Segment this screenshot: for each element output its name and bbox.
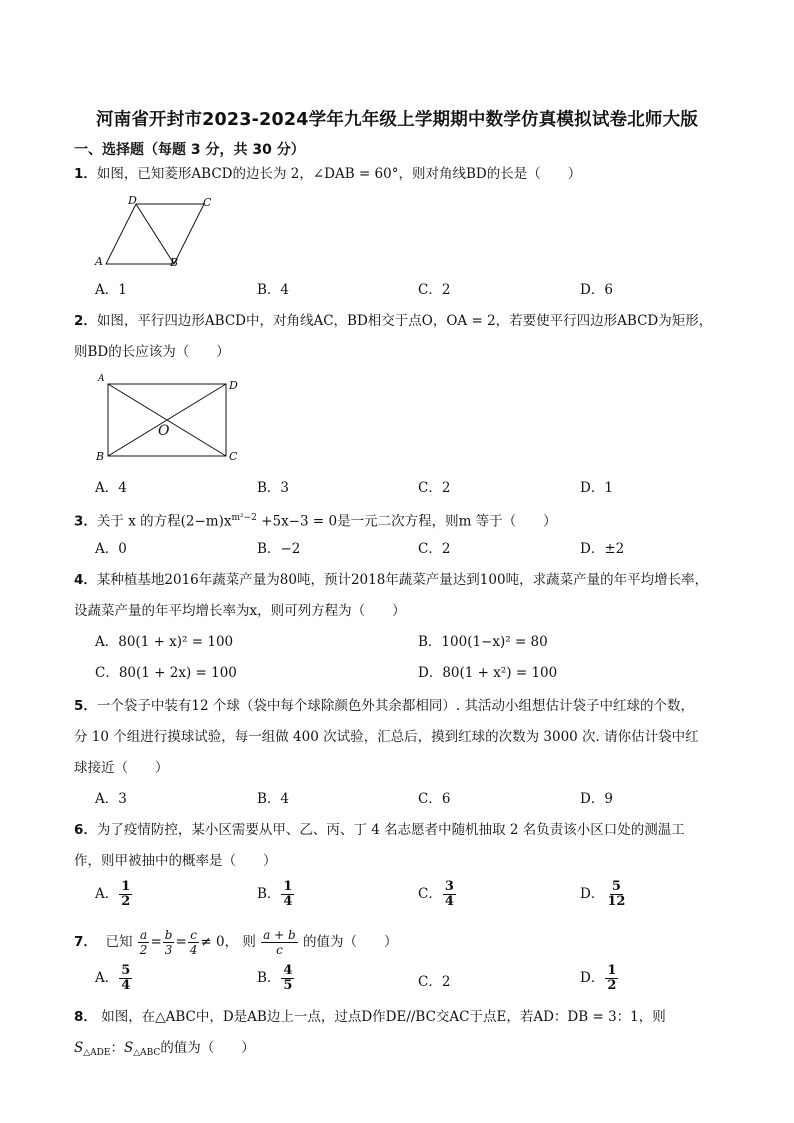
option-d[interactable]: D．1: [580, 480, 613, 496]
option-c[interactable]: C．80(1 + 2x) = 100: [95, 665, 237, 681]
denominator: c: [276, 943, 283, 957]
denominator: 2: [139, 943, 148, 957]
fraction: [605, 964, 618, 993]
question-text-post: +5x−3 = 0是一元二次方程，则m 等于（ ）: [256, 513, 557, 530]
question-text-post: 的值为（ ）: [303, 934, 398, 950]
denominator: 12: [607, 894, 626, 909]
numerator: b: [164, 928, 173, 942]
option-d[interactable]: D．9: [580, 791, 613, 807]
numerator: 4: [283, 963, 293, 978]
denominator: 5: [283, 978, 293, 993]
question-number: 4．: [74, 572, 97, 588]
question-6-cont: 作，则甲被抽中的概率是（ ）: [74, 853, 277, 869]
equals-sign: =: [175, 934, 187, 950]
question-text-pre: 已知: [105, 934, 133, 950]
question-text-pre: 关于 x 的方程(2−m)x: [96, 513, 232, 530]
option-label: A．: [95, 970, 119, 986]
question-4-cont: 设蔬菜产量的年平均增长率为x，则可列方程为（ ）: [74, 603, 406, 619]
option-label: A．: [95, 886, 119, 902]
question-text: 如图，在△ABC中，D是AB边上一点，过点D作DE//BC交AC于点E，若AD：DB = 3：1，则: [101, 1009, 666, 1025]
area-subscript: △ABC: [133, 1048, 161, 1058]
question-number: 2．: [74, 313, 97, 329]
rhombus-figure: [90, 192, 222, 272]
area-symbol: S: [74, 1040, 84, 1056]
option-c[interactable]: [418, 880, 457, 909]
option-a[interactable]: [95, 880, 133, 909]
vertex-label-c: C: [229, 450, 238, 463]
vertex-label-d: D: [128, 194, 137, 207]
question-3: [74, 508, 557, 532]
question-text-post: 的值为（ ）: [160, 1040, 255, 1056]
question-text: 一个袋子中装有12 个球（袋中每个球除颜色外其余都相同）. 其活动小组想估计袋子中红球的个数，: [96, 698, 694, 714]
fraction: [443, 880, 456, 909]
numerator: 5: [121, 963, 131, 978]
option-d[interactable]: D．6: [580, 282, 613, 298]
question-6: [74, 820, 685, 840]
fraction-a-over-2: [138, 928, 150, 957]
fraction-c-over-4: [188, 928, 200, 957]
option-b[interactable]: B．4: [257, 791, 290, 807]
equals-sign: =: [150, 934, 162, 950]
numerator: a: [140, 928, 148, 942]
numerator: c: [190, 928, 197, 942]
question-text: 如图，已知菱形ABCD的边长为 2，∠DAB = 60°，则对角线BD的长是（ ）: [96, 166, 582, 182]
option-a[interactable]: A．0: [95, 541, 127, 557]
question-text: 如图，平行四边形ABCD中，对角线AC，BD相交于点O，OA = 2，若要使平行四边形ABCD为矩形，: [96, 313, 713, 329]
fraction: [605, 880, 627, 909]
question-8-cont: [74, 1038, 255, 1063]
question-number: 8．: [74, 1009, 97, 1025]
question-number: 1．: [74, 166, 97, 182]
question-5-cont-2: 球接近（ ）: [74, 760, 169, 776]
option-c[interactable]: [418, 972, 450, 992]
denominator: 4: [121, 978, 131, 993]
question-text: 某种植基地2016年蔬菜产量为80吨，预计2018年蔬菜产量达到100吨，求蔬菜产量的年平均增长率，: [96, 572, 709, 588]
fraction: [119, 880, 132, 909]
option-b[interactable]: B．100(1−x)² = 80: [418, 634, 548, 650]
denominator: 2: [607, 978, 617, 993]
numerator: a + b: [263, 928, 296, 942]
option-label: B．: [257, 970, 281, 986]
question-8: [74, 1007, 666, 1027]
vertex-label-b: B: [170, 256, 179, 269]
denominator: 2: [121, 894, 131, 909]
area-symbol: S: [123, 1040, 134, 1056]
vertex-label-d: D: [229, 379, 238, 392]
fraction: [281, 880, 294, 909]
fraction-b-over-3: [163, 928, 175, 957]
option-b[interactable]: [257, 964, 295, 993]
ratio-separator: ：: [110, 1040, 124, 1056]
numerator: 1: [283, 879, 293, 894]
option-b[interactable]: B．−2: [257, 541, 301, 557]
numerator: 1: [121, 879, 131, 894]
option-b[interactable]: [257, 880, 295, 909]
denominator: 3: [164, 943, 173, 957]
question-2-cont: 则BD的长应该为（ ）: [74, 344, 230, 360]
option-d[interactable]: D．±2: [580, 541, 625, 557]
denominator: 4: [444, 894, 454, 909]
section-heading: 一、选择题（每题 3 分，共 30 分）: [74, 142, 305, 158]
fraction-a-plus-b-over-c: [261, 928, 298, 957]
option-c[interactable]: C．6: [418, 791, 451, 807]
option-label: D．: [580, 886, 605, 902]
option-label: C．2: [418, 974, 451, 990]
area-subscript: △ADE: [83, 1048, 111, 1058]
option-b[interactable]: B．4: [257, 282, 290, 298]
question-2: [74, 311, 712, 331]
numerator: 1: [607, 963, 617, 978]
option-a[interactable]: A．80(1 + x)² = 100: [95, 634, 234, 650]
question-number: 3．: [74, 513, 97, 530]
question-5: [74, 696, 694, 716]
exponent: m²−2: [231, 513, 257, 523]
option-a[interactable]: [95, 964, 133, 993]
question-number: 6．: [74, 822, 97, 838]
option-d[interactable]: D．80(1 + x²) = 100: [418, 665, 558, 681]
option-b[interactable]: B．3: [257, 480, 290, 496]
center-label-o: O: [158, 423, 170, 439]
fraction: [281, 964, 294, 993]
option-label: D．: [580, 970, 605, 986]
question-5-cont-1: 分 10 个组进行摸球试验，每一组做 400 次试验，汇总后，摸到红球的次数为 3000 次. 请你估计袋中红: [74, 729, 699, 745]
question-number: 5．: [74, 698, 97, 714]
exam-title: 河南省开封市2023-2024学年九年级上学期期中数学仿真模拟试卷北师大版: [95, 110, 699, 130]
option-label: B．: [257, 886, 281, 902]
vertex-label-a: A: [98, 374, 105, 384]
question-text: 为了疫情防控，某小区需要从甲、乙、丙、丁 4 名志愿者中随机抽取 2 名负责该小区口处的测温工: [96, 822, 685, 838]
option-a[interactable]: A．3: [95, 791, 127, 807]
denominator: 4: [283, 894, 293, 909]
option-c[interactable]: C．2: [418, 541, 451, 557]
denominator: 4: [189, 943, 198, 957]
condition-text: ≠ 0， 则: [200, 934, 256, 950]
option-d[interactable]: [580, 964, 619, 993]
option-d[interactable]: [580, 880, 628, 909]
fraction: [119, 964, 132, 993]
vertex-label-a: A: [95, 255, 103, 268]
question-number: 7．: [74, 934, 97, 950]
option-a[interactable]: A．1: [95, 282, 127, 298]
numerator: 3: [444, 879, 454, 894]
diagonal-bd: [136, 204, 174, 264]
option-c[interactable]: C．2: [418, 282, 451, 298]
option-c[interactable]: C．2: [418, 480, 451, 496]
question-4: [74, 570, 708, 590]
numerator: 5: [611, 879, 621, 894]
vertex-label-c: C: [203, 196, 212, 209]
vertex-label-b: B: [96, 450, 105, 463]
option-a[interactable]: A．4: [95, 480, 127, 496]
question-7: [74, 928, 398, 957]
question-1: [74, 164, 581, 184]
option-label: C．: [418, 886, 442, 902]
rectangle-figure: [92, 372, 242, 466]
